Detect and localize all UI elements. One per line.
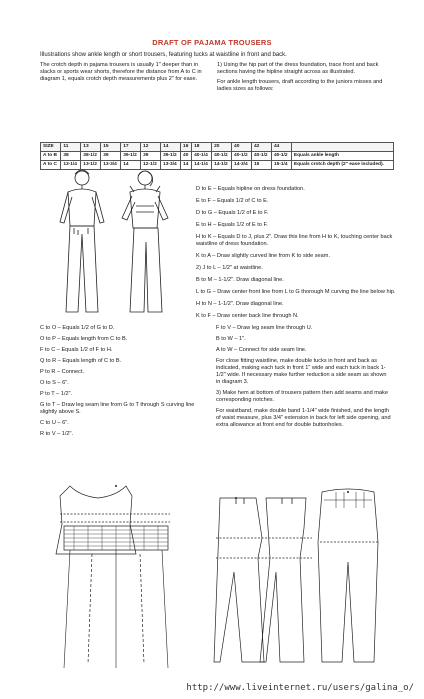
sizes-intro-paragraph: For ankle length trousers, draft according to the juniors misses and ladies sizes as follows:: [217, 79, 383, 92]
table-cell: 12-1/2: [141, 161, 161, 170]
instruction-item: A to W – Connect for side seam line.: [216, 347, 307, 353]
table-header-cell: 17: [121, 143, 141, 152]
instruction-item: O to P – Equals length from C to B.: [40, 336, 128, 342]
table-cell: 40-1/2: [232, 152, 252, 161]
intro-text: Illustrations show ankle length or short trousers, featuring tucks at waistline in front and back.: [40, 52, 287, 58]
table-cell: 38-1/2: [81, 152, 101, 161]
step-item: D to E – Equals hipline on dress foundation.: [196, 186, 305, 192]
instruction-item: For close fitting waistline, make double tucks in front and back as indicated, making each tuck in front 1" wide and each tuck in back 1-1/2" wide. If necessary make further reduction a side seam as shown in diagram 3.: [216, 358, 387, 385]
table-header-cell: 42: [252, 143, 272, 152]
table-header-cell: SIZE: [41, 143, 61, 152]
instruction-item: Q to R – Equals length of C to B.: [40, 358, 122, 364]
crotch-paragraph: The crotch depth in pajama trousers is usually 1" deeper than in slacks or sports wear shorts, therefore the distance from A to C in diagram 1, equals crotch depth measurements plus 2" for ease.: [40, 62, 202, 82]
step-item: E to F – Equals 1/2 of C to E.: [196, 198, 269, 204]
table-cell: 40: [181, 152, 192, 161]
step-item: E to H – Equals 1/2 of E to F.: [196, 222, 268, 228]
pajama-figures-illustration: [40, 166, 190, 318]
table-cell: 40-1/2: [212, 152, 232, 161]
step-item: L to G – Draw center front line from L to G thorough M curving the line below hip.: [196, 289, 396, 295]
table-cell: 13-3/4: [101, 161, 121, 170]
table-cell: Equals crotch depth (2" ease included).: [291, 161, 393, 170]
table-header-cell: [291, 143, 393, 152]
table-cell: 39: [141, 152, 161, 161]
table-header-cell: 18: [192, 143, 212, 152]
table-cell: 39: [101, 152, 121, 161]
table-header-cell: 44: [271, 143, 291, 152]
table-cell: 15-1/4: [271, 161, 291, 170]
lower-left-column: [40, 325, 212, 442]
table-header-row: [41, 143, 394, 152]
table-header-cell: 13: [81, 143, 101, 152]
instruction-item: P to R – Connect.: [40, 369, 85, 375]
table-cell: 40-1/2: [271, 152, 291, 161]
table-cell: 40-1/2: [252, 152, 272, 161]
diagram-3: [318, 489, 378, 662]
table-header-cell: 20: [212, 143, 232, 152]
diagram-1: [56, 486, 170, 668]
instruction-item: P to T – 1/2".: [40, 391, 73, 397]
table-cell: 14-1/2: [212, 161, 232, 170]
table-header-cell: 14: [161, 143, 181, 152]
table-header-cell: 15: [101, 143, 121, 152]
table-row: [41, 152, 394, 161]
left-column: [40, 62, 212, 86]
table-header-cell: 40: [232, 143, 252, 152]
step-item: H to N – 1-1/2". Draw diagonal line.: [196, 301, 284, 307]
table-cell: 13-1/2: [81, 161, 101, 170]
table-cell: 13-1/4: [61, 161, 81, 170]
table-cell: A to C: [41, 161, 61, 170]
lower-right-column: [216, 325, 392, 433]
instruction-item: For waistband, make double band 1-1/4" wide finished, and the length of waist measure, plus 3/4" extension in back for left side opening, and extra allowance at front end for double buttonholes.: [216, 408, 391, 428]
table-header-cell: 16: [181, 143, 192, 152]
table-cell: 39-1/2: [161, 152, 181, 161]
instruction-item: F to V – Draw leg seam line through U.: [216, 325, 313, 331]
page-title: DRAFT OF PAJAMA TROUSERS: [152, 38, 272, 47]
table-cell: 13-3/4: [161, 161, 181, 170]
instruction-item: B to W – 1".: [216, 336, 246, 342]
instruction-item: G to T – Draw leg seam line from G to T through S curving line slightly above S.: [40, 402, 195, 415]
table-cell: 14-3/4: [232, 161, 252, 170]
steps-list: [196, 186, 396, 325]
table-cell: 15: [252, 161, 272, 170]
step-item: 2) J to L – 1/2" at waistline.: [196, 265, 263, 271]
table-cell: 14: [181, 161, 192, 170]
table-cell: 38: [61, 152, 81, 161]
table-header-cell: 12: [141, 143, 161, 152]
instruction-item: R to V – 1/2".: [40, 431, 74, 437]
step-item: K to F – Draw center back line through N.: [196, 313, 299, 319]
instruction-item: 3) Make hem at bottom of trousers pattern then add seams and make corresponding notches.: [216, 390, 388, 403]
step-1-paragraph: 1) Using the hip part of the dress foundation, trace front and back sections having the hipline straight across as illustrated.: [217, 62, 379, 75]
table-header-cell: 11: [61, 143, 81, 152]
step-item: H to K – Equals D to J, plus 2". Draw this line from H to K, touching center back waistline of dress foundation.: [196, 234, 393, 247]
instruction-item: C to U – 6".: [40, 420, 69, 426]
right-column: [217, 62, 389, 96]
table-cell: Equals ankle length: [291, 152, 393, 161]
step-item: D to G – Equals 1/2 of E to F.: [196, 210, 269, 216]
instruction-item: O to S – 6".: [40, 380, 69, 386]
diagram-2: [214, 498, 312, 662]
table-cell: 14: [121, 161, 141, 170]
table-cell: 39-1/2: [121, 152, 141, 161]
step-item: K to A – Draw slightly curved line from K to side seam.: [196, 253, 330, 259]
instruction-item: F to C – Equals 1/2 of F to H.: [40, 347, 113, 353]
step-item: B to M – 1-1/2". Draw diagonal line.: [196, 277, 284, 283]
instruction-item: C to O – Equals 1/2 of G to D.: [40, 325, 115, 331]
table-cell: 14-1/4: [192, 161, 212, 170]
table-cell: 40-1/4: [192, 152, 212, 161]
pattern-diagrams: [40, 478, 394, 678]
table-cell: A to B: [41, 152, 61, 161]
source-url: http://www.liveinternet.ru/users/galina_o/: [186, 683, 414, 693]
